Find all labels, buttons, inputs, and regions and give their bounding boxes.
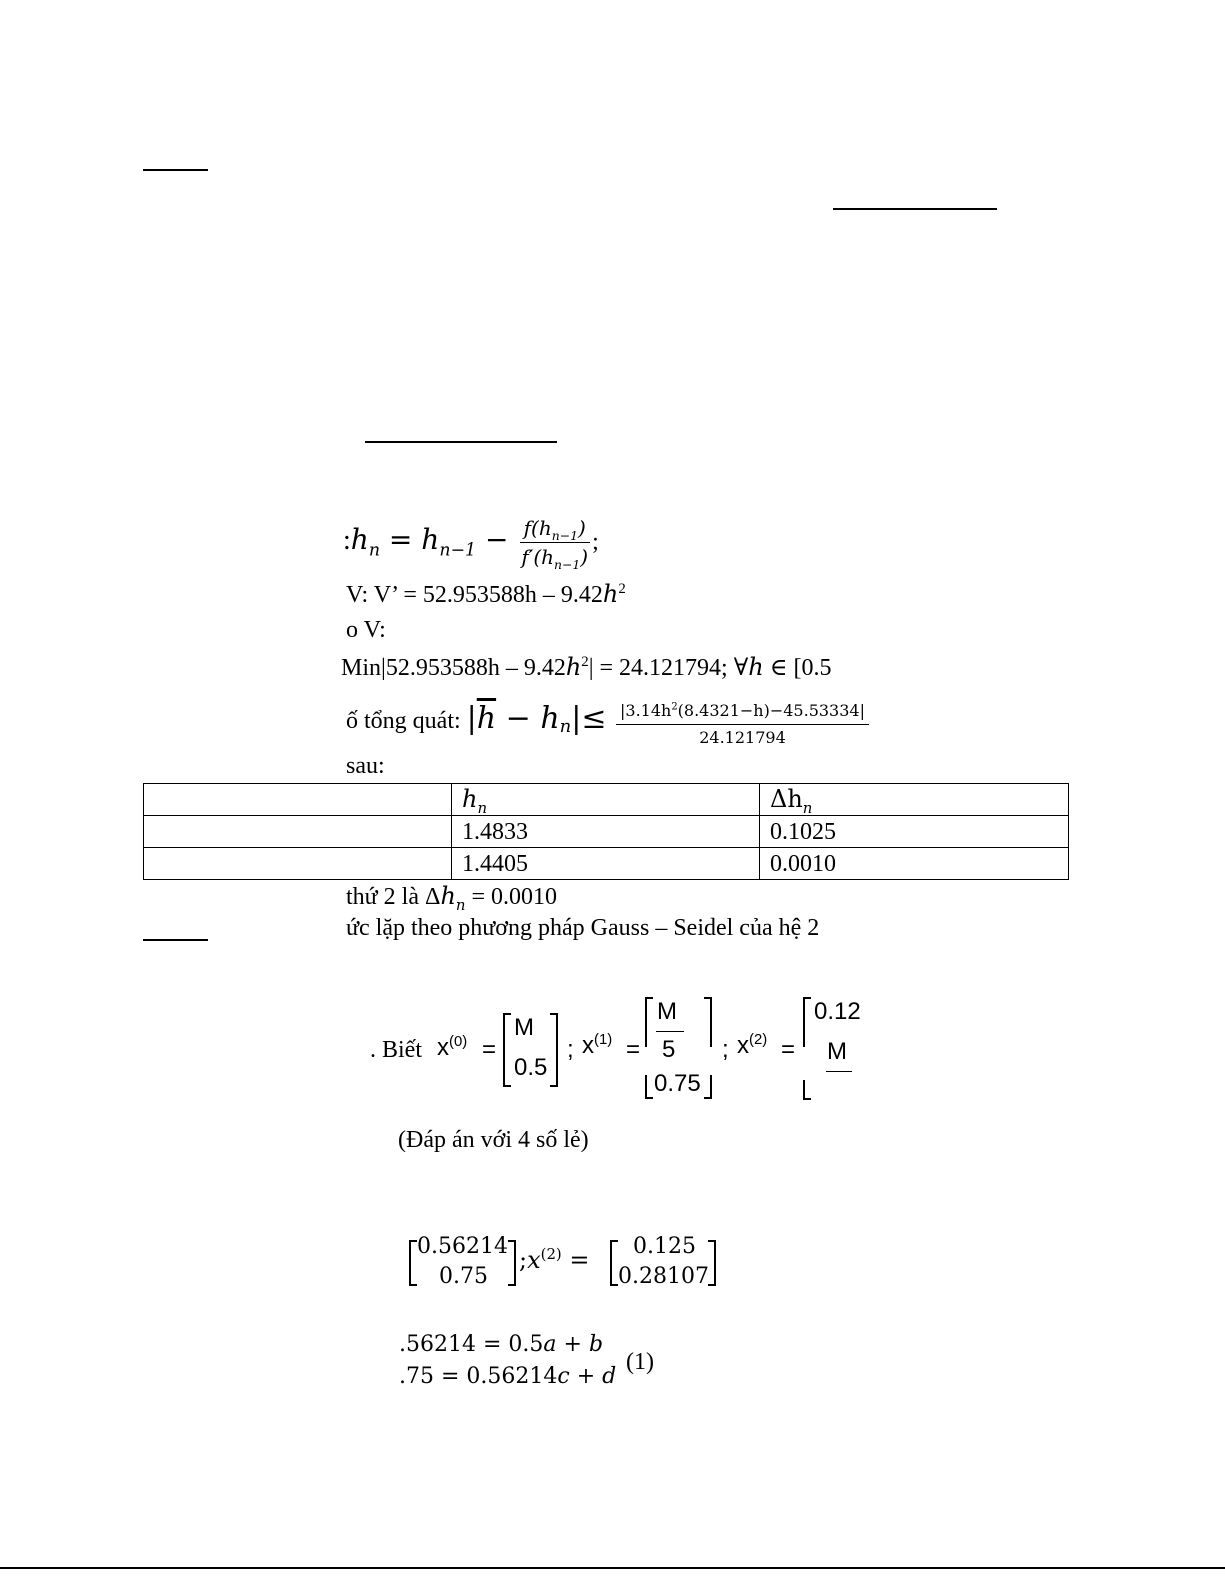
rule-top-left	[143, 169, 208, 171]
x2-eq: =	[781, 1036, 796, 1063]
sys2-c: +	[569, 1364, 603, 1389]
v2-left-bracket	[610, 1240, 618, 1286]
derivative-exp: 2	[618, 581, 626, 597]
after-table-text: thứ 2 là Δ	[346, 884, 441, 910]
system-line-1	[399, 1332, 603, 1357]
vectors-sep: ;	[519, 1246, 528, 1274]
min-text-c: h	[748, 653, 764, 681]
system-label: (1)	[626, 1349, 654, 1375]
num-f: f(h	[523, 516, 552, 541]
x2-frac-line	[826, 1071, 852, 1072]
v1-top: 0.56214	[417, 1234, 508, 1259]
formula-rhs-sub: n−1	[439, 540, 477, 561]
results-table	[143, 783, 1069, 880]
formula-lhs-sub: n	[368, 540, 381, 561]
x2-top: 0.12	[814, 998, 861, 1025]
header-h: h	[462, 785, 478, 813]
error-fraction	[616, 700, 869, 749]
header-cell-hn	[452, 784, 760, 816]
min-text-b: | = 24.121794; ∀	[588, 655, 749, 681]
x1-right-bracket-top	[704, 997, 712, 1047]
vectors-x2-sup: (2)	[540, 1245, 562, 1263]
page-bottom-rule	[0, 1567, 1225, 1569]
x1-top: M	[657, 998, 677, 1025]
x2-left-bracket-bot	[803, 1080, 811, 1100]
error-num-a: |3.14h	[620, 700, 672, 720]
x2-mid: M	[827, 1038, 847, 1065]
error-formula	[346, 690, 869, 753]
x1-left-bracket-bot	[645, 1075, 653, 1099]
error-prefix: ố tổng quát:	[346, 708, 467, 734]
min-line	[341, 653, 831, 682]
derivative-line	[346, 580, 626, 609]
rule-left-lower	[143, 939, 208, 941]
min-text-d: ∈ [0.5	[763, 655, 832, 681]
v2-bot: 0.28107	[618, 1264, 709, 1289]
header-cell-empty	[144, 784, 452, 816]
fraction-numerator	[520, 516, 590, 543]
v1-right-bracket	[508, 1240, 516, 1286]
table-cell: 0.1025	[760, 816, 1069, 848]
error-abs-open: |	[466, 701, 477, 736]
x1-bot: 0.75	[654, 1070, 701, 1097]
num-close: )	[577, 516, 586, 541]
den-close: )	[580, 545, 589, 570]
x2-label	[737, 1032, 767, 1060]
error-hbar: $\overline{h}$	[476, 701, 497, 736]
x1-x: x	[582, 1032, 594, 1059]
num-sub: n−1	[551, 528, 578, 544]
formula-minus: −	[476, 523, 518, 556]
v1-left-bracket	[409, 1240, 417, 1286]
formula-end: ;	[592, 529, 599, 555]
v2-top: 0.125	[633, 1234, 696, 1259]
newton-fraction	[517, 516, 592, 573]
x1-sup: (1)	[594, 1032, 613, 1048]
after-table-h: h	[440, 882, 456, 910]
den-sub: n−1	[554, 557, 581, 573]
error-numerator	[616, 700, 869, 725]
error-hn: h	[540, 701, 560, 736]
table-cell	[144, 816, 452, 848]
x1-right-bracket-bot	[704, 1075, 712, 1099]
derivative-h: h	[602, 580, 619, 608]
answer-note: (Đáp án với 4 số lẻ)	[398, 1127, 589, 1153]
x1-sep: ;	[567, 1036, 574, 1063]
den-f: f′(h	[521, 545, 555, 570]
error-num-exp: 2	[671, 701, 678, 713]
error-denominator: 24.121794	[699, 727, 786, 747]
min-h: h	[565, 653, 582, 681]
vectors-x2: x	[527, 1246, 541, 1274]
after-table-line	[346, 882, 558, 914]
fraction-denominator	[517, 543, 592, 573]
rule-mid	[365, 441, 557, 443]
header-dh-sub: n	[802, 798, 813, 817]
formula-rhs	[421, 523, 477, 561]
formula-eq: =	[380, 523, 422, 556]
line-ov: o V:	[346, 617, 386, 643]
x0-eq: =	[482, 1036, 497, 1063]
derivative-text: V: V’ = 52.953588h – 9.42	[346, 582, 603, 608]
header-h-sub: n	[477, 798, 488, 817]
x0-bot: 0.5	[514, 1054, 548, 1081]
after-table-sub: n	[455, 895, 466, 914]
v1-v2-relation	[519, 1246, 589, 1275]
table-cell	[144, 848, 452, 880]
x1-eq: =	[626, 1036, 641, 1063]
table-cell: 1.4833	[452, 816, 760, 848]
vectors-eq: =	[561, 1246, 590, 1274]
error-abs-close: |≤	[571, 701, 617, 736]
line-sau: sau:	[346, 753, 385, 779]
x2-sup: (2)	[749, 1032, 768, 1048]
sys1-a: .56214 = 0.5	[399, 1332, 544, 1357]
table-cell: 1.4405	[452, 848, 760, 880]
given-prefix: . Biết	[370, 1037, 422, 1063]
x1-mid: 5	[662, 1036, 676, 1063]
formula-lhs-h: h	[350, 523, 369, 556]
sys2-a: .75 = 0.56214	[399, 1364, 558, 1389]
min-exp: 2	[581, 654, 589, 670]
header-cell-dhn	[760, 784, 1069, 816]
formula-rhs-h: h	[421, 523, 440, 556]
error-minus: −	[496, 701, 541, 736]
gauss-line: ức lặp theo phương pháp Gauss – Seidel của hệ 2	[346, 915, 820, 941]
x0-left-bracket	[503, 1013, 511, 1087]
table-row	[144, 848, 1069, 880]
newton-formula	[343, 510, 599, 572]
formula-lhs	[350, 523, 381, 561]
error-num-rest: (8.4321−h)−45.53334|	[677, 700, 865, 720]
sys1-d: b	[588, 1332, 604, 1357]
after-table-rest: = 0.0010	[465, 884, 558, 910]
x2-sep: ;	[722, 1036, 729, 1063]
table-cell: 0.0010	[760, 848, 1069, 880]
x1-label	[582, 1032, 612, 1060]
sys1-c: +	[556, 1332, 589, 1357]
x0-label	[437, 1034, 467, 1062]
error-hn-sub: n	[559, 716, 572, 738]
x0-x: x	[437, 1034, 449, 1061]
rule-top-right	[833, 208, 997, 210]
sys1-b: a	[543, 1332, 557, 1357]
x2-x: x	[737, 1032, 749, 1059]
x1-left-bracket-top	[645, 997, 653, 1047]
v2-right-bracket	[708, 1240, 716, 1286]
formula-prefix: :	[343, 525, 351, 556]
x0-top: M	[514, 1014, 534, 1041]
sys2-d: d	[602, 1364, 617, 1389]
system-line-2	[399, 1364, 616, 1389]
x1-frac-line	[656, 1031, 684, 1032]
v1-bot: 0.75	[439, 1264, 488, 1289]
x0-sup: (0)	[449, 1034, 468, 1050]
x0-right-bracket	[550, 1013, 558, 1087]
table-row	[144, 816, 1069, 848]
table-header-row	[144, 784, 1069, 816]
sys2-b: c	[557, 1364, 570, 1389]
x2-left-bracket-top	[803, 997, 811, 1047]
header-dh: Δh	[770, 785, 803, 813]
min-text-a: Min|52.953588h – 9.42	[341, 655, 566, 681]
